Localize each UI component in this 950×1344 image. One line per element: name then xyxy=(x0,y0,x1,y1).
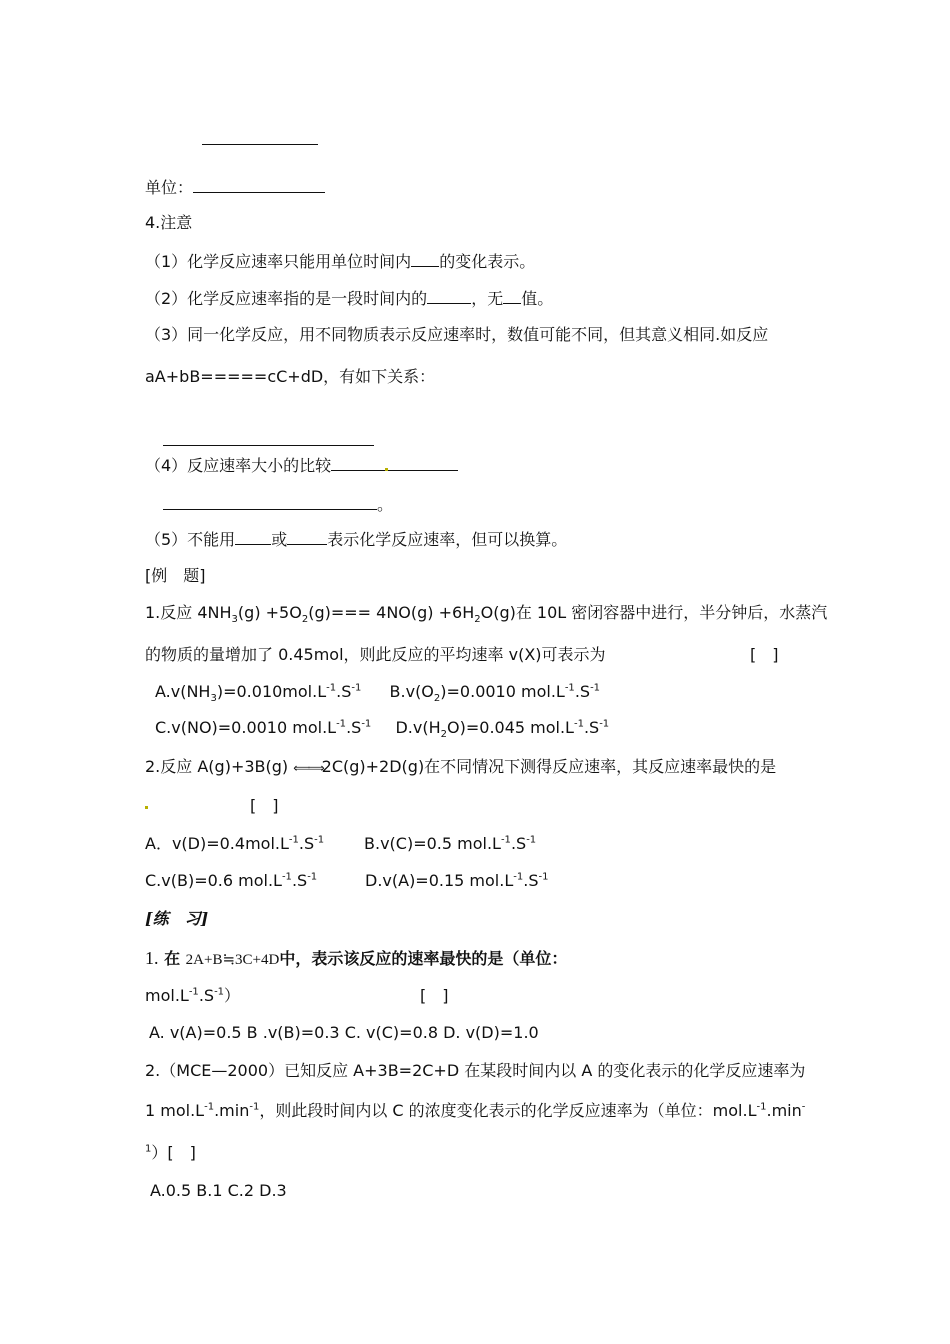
blank-line-top xyxy=(202,144,318,145)
unit-line xyxy=(145,176,325,199)
note-item-2 xyxy=(145,287,553,310)
option-text: D.v(H xyxy=(395,718,441,737)
example-q2-line1 xyxy=(145,756,776,779)
sub: 2 xyxy=(433,693,441,705)
option-text: .S xyxy=(291,871,308,890)
unit-label: 单位： xyxy=(145,178,194,197)
sup: -1 xyxy=(590,682,601,694)
example-q1-options-ab xyxy=(155,681,600,703)
note-1-blank xyxy=(411,250,439,267)
sup: -1 xyxy=(526,834,537,846)
q-text: mol.L xyxy=(145,986,189,1005)
sup: -1 xyxy=(336,718,347,730)
note-5-text-b: 或 xyxy=(271,530,288,549)
option-text: D.v(A)=0.15 mol.L xyxy=(365,871,514,890)
example-q1-bracket: [ ] xyxy=(750,645,779,664)
option-text: .S xyxy=(583,718,600,737)
note-item-4 xyxy=(145,454,458,477)
note-4-blank-c xyxy=(163,493,377,510)
practice-q1-options: A. v(A)=0.5 B .v(B)=0.3 C. v(C)=0.8 D. v(D)=1.0 xyxy=(149,1023,539,1042)
note-heading: 4.注意 xyxy=(145,213,193,232)
q-text: ，则此段时间内以 C 的浓度变化表示的化学反应速率为（单位：mol.L xyxy=(259,1101,757,1120)
sup: -1 xyxy=(288,834,299,846)
note-item-1 xyxy=(145,250,535,273)
example-heading: [例 题] xyxy=(145,566,206,585)
option-text: O)=0.045 mol.L xyxy=(447,718,574,737)
dot-mark xyxy=(145,806,148,809)
practice-q1-line1 xyxy=(145,947,567,971)
note-5-blank-a xyxy=(235,528,271,545)
q1-text: 1.反应 4NH xyxy=(145,603,232,622)
sup: -1 xyxy=(599,718,610,730)
practice-heading: [练 习] xyxy=(145,909,209,928)
sup: -1 xyxy=(756,1101,767,1113)
q-text: 1 mol.L xyxy=(145,1101,205,1120)
practice-q1-line2 xyxy=(145,985,240,1007)
option-text: B.v(O xyxy=(389,682,434,701)
sup: -1 xyxy=(307,871,318,883)
note-1-text-a: （1）化学反应速率只能用单位时间内 xyxy=(145,252,412,271)
practice-q2-line1: 2.（MCE—2000）已知反应 A+3B=2C+D 在某段时间内以 A 的变化表示的化学反应速率为 xyxy=(145,1061,806,1080)
option-text: .S xyxy=(574,682,591,701)
sup: -1 xyxy=(513,871,524,883)
practice-q2-options: A.0.5 B.1 C.2 D.3 xyxy=(150,1181,287,1200)
note-item-3: （3）同一化学反应，用不同物质表示反应速率时，数值可能不同，但其意义相同.如反应 xyxy=(145,325,769,344)
example-q2-option-b xyxy=(364,833,536,855)
sub: 2 xyxy=(301,614,309,626)
practice-q2-line3 xyxy=(145,1142,196,1164)
option-text: C.v(B)=0.6 mol.L xyxy=(145,871,282,890)
sub: 3 xyxy=(231,614,238,626)
note-item-4-cont xyxy=(163,493,393,516)
example-q2-options-ab xyxy=(145,833,324,855)
example-q1-line2: 的物质的量增加了 0.45mol，则此反应的平均速率 v(X)可表示为 xyxy=(145,645,606,664)
q-text: ） xyxy=(224,986,241,1005)
note-4-end: 。 xyxy=(377,495,394,514)
q-text: 中，表示该反应的速率最快的是（单位： xyxy=(279,949,568,968)
sub: 2 xyxy=(474,614,481,626)
sup: - xyxy=(801,1101,806,1113)
q-text: ）[ ] xyxy=(151,1143,196,1162)
note-5-text-c: 表示化学反应速率，但可以换算。 xyxy=(327,530,568,549)
note-2-text-a: （2）化学反应速率指的是一段时间内的 xyxy=(145,289,428,308)
sup: -1 xyxy=(281,871,292,883)
example-q2-bracket: [ ] xyxy=(250,796,279,815)
q-number: 1. xyxy=(145,948,159,968)
note-1-text-b: 的变化表示。 xyxy=(439,252,536,271)
option-text: .S xyxy=(346,718,362,737)
example-q1-line1 xyxy=(145,602,827,624)
note-2-blank-b xyxy=(503,287,521,304)
note-5-text-a: （5）不能用 xyxy=(145,530,236,549)
sup: -1 xyxy=(249,1101,260,1113)
sub: 2 xyxy=(440,729,448,741)
q-text: .S xyxy=(198,986,215,1005)
note-2-text-b: ，无 xyxy=(471,289,504,308)
example-q1-options-cd xyxy=(155,717,609,739)
option-text: C.v(NO)=0.0010 mol.L xyxy=(155,718,337,737)
option-text: .S xyxy=(523,871,539,890)
note-4-blank-a xyxy=(331,454,385,471)
sup: -1 xyxy=(314,834,325,846)
equilibrium-arrow-icon: ⟸⟹ xyxy=(293,761,322,775)
sup: 1 xyxy=(145,1143,152,1155)
q1-text: O(g)在 10L 密闭容器中进行，半分钟后，水蒸汽 xyxy=(480,603,828,622)
option-text: )=0.0010 mol.L xyxy=(440,682,565,701)
option-text: .S xyxy=(298,834,315,853)
option-text: .S xyxy=(336,682,352,701)
sup: -1 xyxy=(500,834,511,846)
sup: -1 xyxy=(564,682,575,694)
q2-text: 2.反应 A(g)+3B(g) xyxy=(145,757,294,776)
q1-text: (g) +5O xyxy=(237,603,302,622)
option-text: .S xyxy=(510,834,527,853)
sup: -1 xyxy=(188,986,199,998)
practice-q1-bracket: [ ] xyxy=(420,986,449,1005)
option-text: B.v(C)=0.5 mol.L xyxy=(364,834,501,853)
q-text: .min xyxy=(766,1101,802,1120)
option-text: A．v(D)=0.4mol.L xyxy=(145,834,289,853)
option-text: )=0.010mol.L xyxy=(216,682,327,701)
sup: -1 xyxy=(361,718,372,730)
sup: -1 xyxy=(351,682,362,694)
sup: -1 xyxy=(214,986,225,998)
q-equation: 2A+B≒3C+4D xyxy=(185,952,280,968)
example-q2-option-c xyxy=(145,870,317,892)
note-3-answer-line xyxy=(163,445,374,446)
q-text: 在 xyxy=(164,949,186,968)
q2-text: 2C(g)+2D(g)在不同情况下测得反应速率，其反应速率最快的是 xyxy=(321,757,777,776)
note-5-blank-b xyxy=(287,528,327,545)
q1-text: (g)=== 4NO(g) +6H xyxy=(308,603,475,622)
note-4-blank-b xyxy=(388,454,458,471)
example-q2-option-d xyxy=(365,870,548,892)
option-text: A.v(NH xyxy=(155,682,211,701)
note-2-blank-a xyxy=(427,287,471,304)
sup: -1 xyxy=(326,682,337,694)
practice-q2-line2 xyxy=(145,1100,805,1122)
sup: -1 xyxy=(204,1101,215,1113)
note-item-3-relation: aA+bB=====cC+dD，有如下关系： xyxy=(145,367,436,386)
sup: -1 xyxy=(573,718,584,730)
note-item-5 xyxy=(145,528,567,551)
sup: -1 xyxy=(538,871,549,883)
note-2-text-c: 值。 xyxy=(521,289,554,308)
sub: 3 xyxy=(210,693,217,705)
q-text: .min xyxy=(214,1101,250,1120)
unit-blank xyxy=(193,176,325,193)
note-4-text: （4）反应速率大小的比较 xyxy=(145,456,332,475)
